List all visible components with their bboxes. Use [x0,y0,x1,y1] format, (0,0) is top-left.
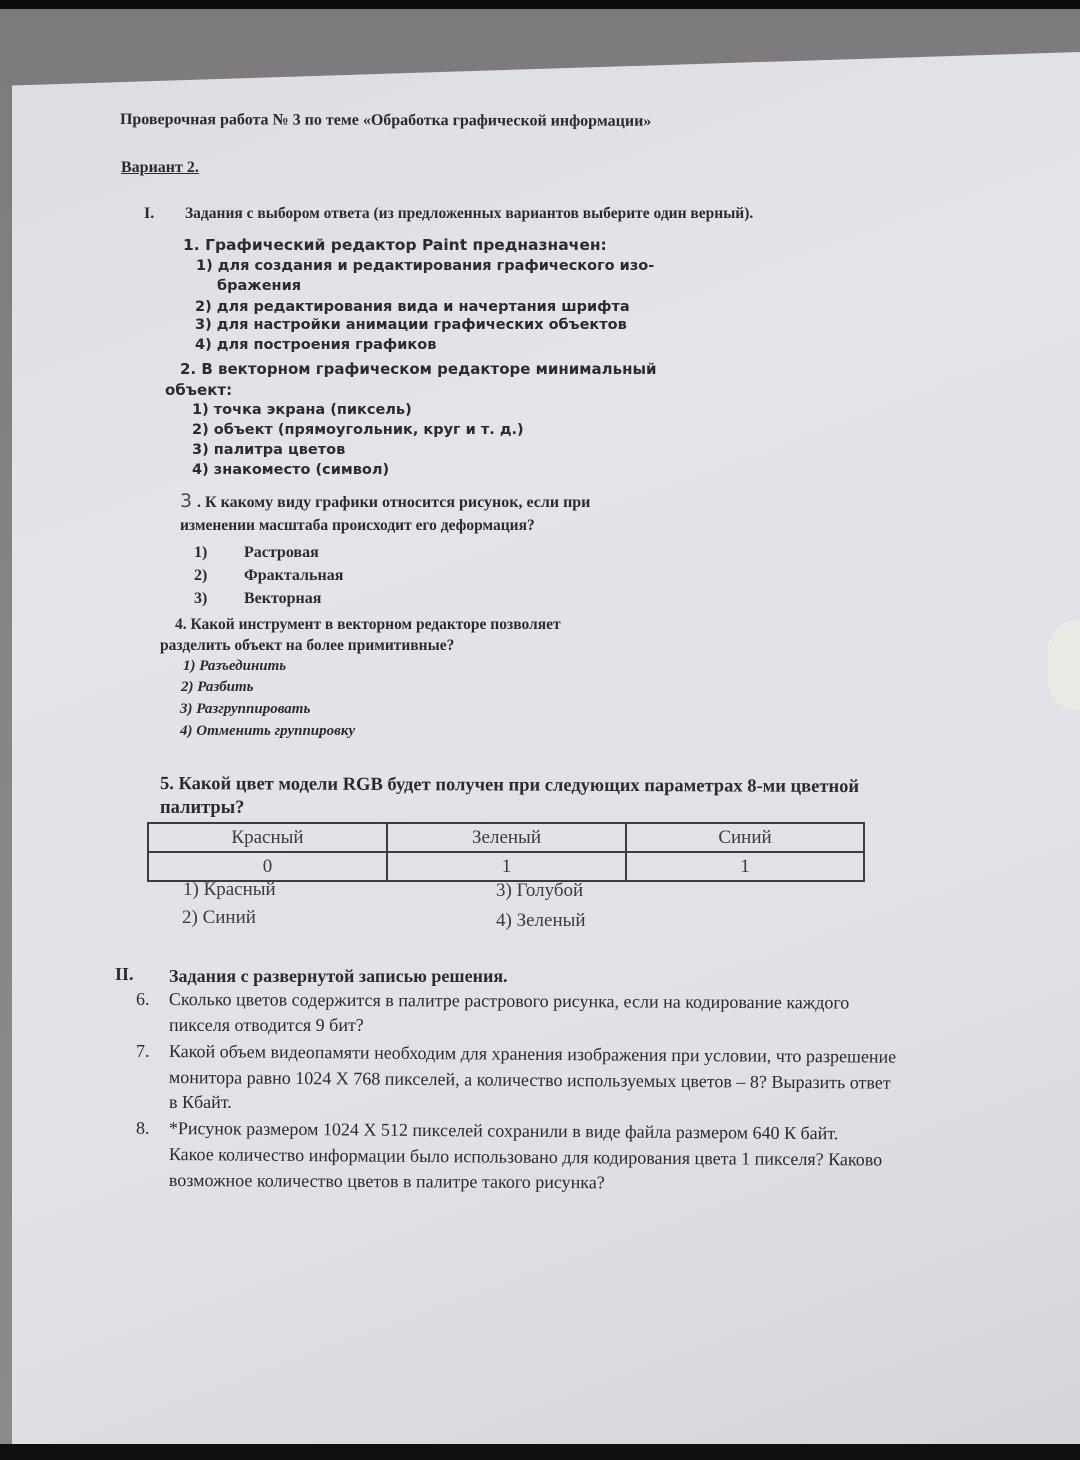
q1-option-1-cont: бражения [217,278,302,294]
section1-number: I. [144,205,155,222]
q5-question-cont: палитры? [160,798,245,818]
q5-option-2: 2) Синий [182,907,256,928]
q2-option-4: 4) знакоместо (символ) [192,462,390,478]
worksheet-title: Проверочная работа № 3 по теме «Обработка графической информации» [119,111,652,130]
rgb-table [147,822,865,882]
q8-line-3: возможное количество цветов в палитре такого рисунка? [168,1170,605,1193]
q6-number: 6. [136,989,150,1009]
table-cell-red: 0 [148,852,387,881]
tape-piece [1048,620,1080,710]
q8-number: 8. [136,1118,150,1138]
q8-line-1: *Рисунок размером 1024 X 512 пикселей сохранили в виде файла размером 640 К байт. [168,1118,839,1144]
q2-option-2: 2) объект (прямоугольник, круг и т. д.) [192,422,524,438]
q3-number: 3 [180,490,193,512]
q1-option-1: 1) для создания и редактирования графического изо- [196,258,655,274]
bottom-dark-strip [0,1444,1080,1460]
q1-question: 1. Графический редактор Paint предназначен: [183,236,607,254]
q7-line-2: монитора равно 1024 X 768 пикселей, а количество используемых цветов – 8? Выразить ответ [168,1067,891,1093]
q3-option-3-num: 3) [194,590,208,607]
section2-heading: Задания с развернутой записью решения. [169,966,508,986]
q3-option-2-num: 2) [194,567,208,584]
table-cell-blue: 1 [626,852,864,881]
q6-line-1: Сколько цветов содержится в палитре растрового рисунка, если на кодирование каждого [168,989,850,1013]
q8-line-2: Какое количество информации было использовано для кодирования цвета 1 пикселя? Каково [168,1144,883,1170]
variant-label: Вариант 2. [121,159,199,176]
table-header-red: Красный [148,823,387,852]
q2-option-3: 3) палитра цветов [192,442,346,458]
q4-question: 4. Какой инструмент в векторном редакторе позволяет [175,616,561,633]
q4-option-3: 3) Разгруппировать [180,701,311,717]
q6-line-2: пикселя отводится 9 бит? [169,1015,364,1035]
q3-option-3: Векторная [244,590,322,607]
q3-question: . К какому виду графики относится рисунок, если при [197,494,591,511]
top-dark-strip [0,0,1080,9]
q4-option-1: 1) Разъединить [183,658,287,674]
q7-line-1: Какой объем видеопамяти необходим для хранения изображения при условии, что разрешение [168,1041,897,1067]
table-row [148,852,864,881]
section1-heading: Задания с выбором ответа (из предложенных вариантов выберите один верный). [185,205,754,222]
q2-option-1: 1) точка экрана (пиксель) [192,402,412,418]
q3-option-1: Растровая [244,544,319,561]
q1-option-4: 4) для построения графиков [195,337,437,353]
q4-option-2: 2) Разбить [181,679,254,695]
q3-option-2: Фрактальная [244,567,344,584]
q4-question-cont: разделить объект на более примитивные? [160,637,455,654]
q5-option-3: 3) Голубой [496,880,584,901]
q3-question-cont: изменении масштаба происходит его деформация? [180,517,535,534]
q1-option-2: 2) для редактирования вида и начертания шрифта [195,299,630,315]
q5-option-4: 4) Зеленый [496,910,586,931]
q2-question: 2. В векторном графическом редакторе минимальный [180,360,657,378]
q5-question: 5. Какой цвет модели RGB будет получен при следующих параметрах 8-ми цветной [159,774,860,798]
section2-number: II. [115,964,134,984]
table-header-green: Зеленый [387,823,626,852]
q5-option-1: 1) Красный [183,879,276,900]
q7-line-3: в Кбайт. [169,1092,232,1112]
table-header-row [148,823,864,852]
table-cell-green: 1 [387,852,626,881]
q1-option-3: 3) для настройки анимации графических объектов [195,317,627,333]
q7-number: 7. [136,1041,150,1061]
table-header-blue: Синий [626,823,864,852]
q2-question-cont: объект: [165,381,233,399]
q3-option-1-num: 1) [194,544,208,561]
q4-option-4: 4) Отменить группировку [180,723,356,739]
